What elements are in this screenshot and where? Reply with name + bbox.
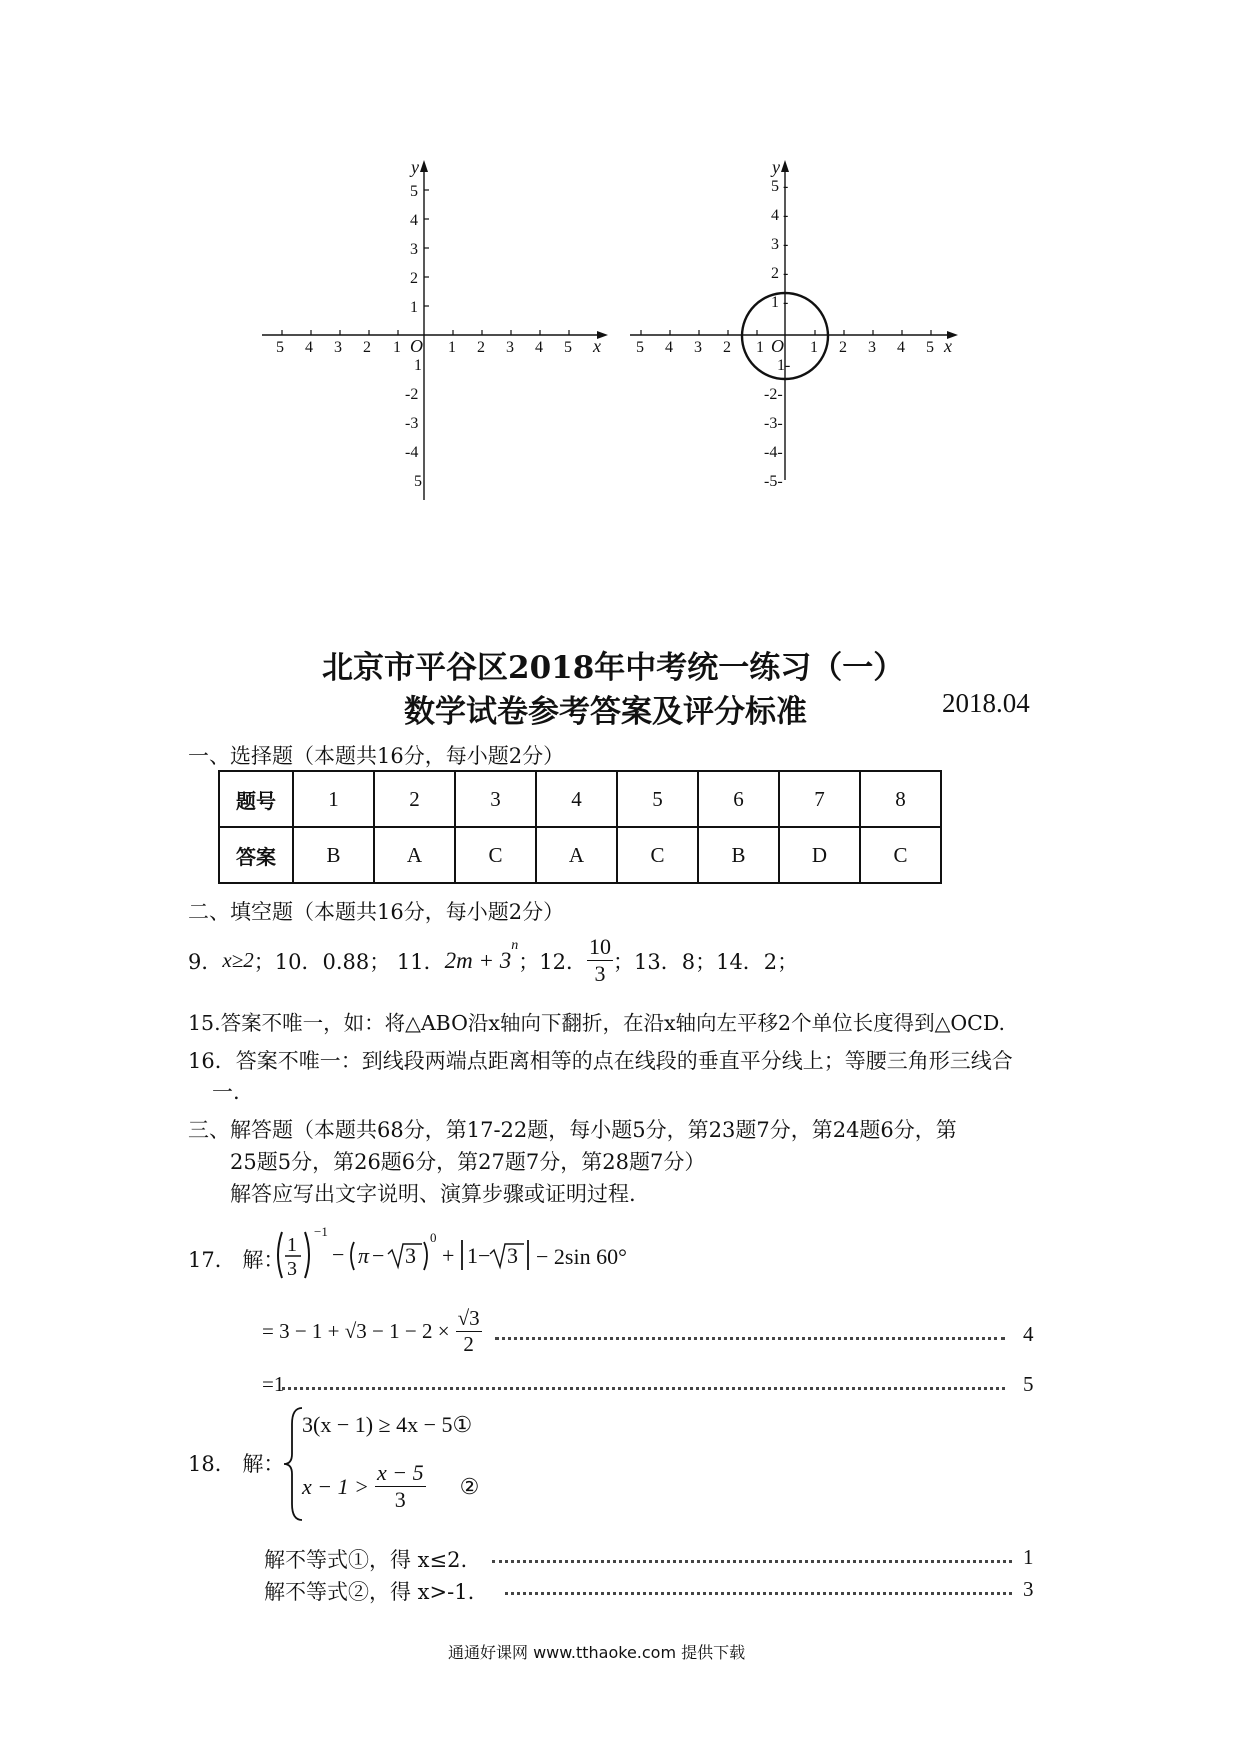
answer-cell: C [860,827,941,883]
section3-instructions: 解答应写出文字说明、演算步骤或证明过程. [230,1182,636,1206]
left-y-tick-label: 1 [410,299,418,316]
q18-inequality-1: 3(x − 1) ≥ 4x − 5① [302,1412,473,1437]
question-number: 1 [293,771,374,827]
q18-solution-1-dots [492,1560,1012,1563]
q12-numerator: 10 [587,934,613,961]
q9-answer: x≥2 [222,948,254,973]
question-number: 3 [455,771,536,827]
right-x-tick-label: 4 [897,339,905,356]
left-x-tick-label: 1 [448,339,456,356]
q11-exponent: n [511,938,519,953]
left-x-tick-label: 5 [276,339,284,356]
left-y-tick-label: 4 [410,212,418,229]
q17-step2-dots [282,1387,1005,1390]
q18-inequality-2 [302,1460,479,1514]
q9-prefix: 9． [188,949,223,974]
svg-text:3: 3 [405,1243,416,1268]
answer-cell: A [536,827,617,883]
question-number: 4 [536,771,617,827]
svg-text:1: 1 [287,1234,297,1256]
left-y-arrow [420,160,428,172]
left-y-tick-label: 2 [410,270,418,287]
q17-step1-dots [495,1337,1005,1340]
answer-table [218,770,942,884]
right-x-tick-label: 1 [756,339,764,356]
svg-text:−: − [372,1243,385,1268]
right-y-tick-label: 1 - [771,294,789,311]
answer-cell: D [779,827,860,883]
q17-step1-text: = 3 − 1 + √3 − 1 − 2 × [262,1319,450,1344]
left-y-tick-label: -4 [405,444,419,461]
q18-label: 18． 解： [188,1452,285,1476]
left-x-tick-label: 4 [305,339,313,356]
left-x-tick-label: 4 [535,339,543,356]
q18-solution-1-score: 1 [1023,1545,1034,1569]
q16-answer-line1: 16．答案不唯一：到线段两端点距离相等的点在线段的垂直平分线上；等腰三角形三线合 [188,1049,1013,1073]
question-number: 6 [698,771,779,827]
left-y-label: y [411,157,419,177]
right-y-tick-label: -2- [764,386,783,403]
right-y-tick-label: -4- [764,444,783,461]
left-y-tick-label: -3 [405,415,419,432]
svg-text:3: 3 [287,1258,297,1280]
svg-text:π: π [358,1243,370,1268]
left-x-tick-label: 2 [477,339,485,356]
left-y-tick-label: -2 [405,386,419,403]
q15-answer: 15.答案不唯一，如：将△ABO沿x轴向下翻折，在沿x轴向左平移2个单位长度得到△OCD. [188,1011,1006,1035]
q12-fraction [587,934,613,988]
right-x-label: x [944,336,952,356]
svg-text:3: 3 [507,1243,518,1268]
title-line-1: 北京市平谷区2018年中考统一练习（一） [322,650,905,686]
right-y-tick-label: 1- [777,357,791,374]
footer-source: 通通好课网 www.tthaoke.com 提供下载 [448,1643,746,1662]
section1-heading: 一、选择题（本题共16分，每小题2分） [188,744,565,768]
q17-step1-score: 4 [1023,1322,1034,1346]
section3-heading-line1: 三、解答题（本题共68分，第17-22题，每小题5分，第23题7分，第24题6分，第 [188,1118,957,1142]
row-label-answer: 答案 [219,827,293,883]
answer-cell: C [617,827,698,883]
right-y-tick-label: 3 - [771,236,789,253]
q12-prefix: ；12． [518,949,587,974]
left-y-tick-label: 3 [410,241,418,258]
left-x-tick-label: 5 [564,339,572,356]
q13-14-answers: ；13．8；14．2； [613,949,799,974]
answer-cell: B [698,827,779,883]
question-number: 2 [374,771,455,827]
q18-inequality-2-lhs: x − 1 > [302,1473,369,1499]
left-origin-label: O [410,336,423,356]
question-number: 8 [860,771,941,827]
right-x-tick-label: 3 [868,339,876,356]
svg-text:1−: 1− [467,1243,491,1268]
right-x-tick-label: 2 [723,339,731,356]
answer-cell: C [455,827,536,883]
left-x-tick-label: 3 [334,339,342,356]
right-y-arrow [781,160,789,172]
q18-solution-2-score: 3 [1023,1577,1034,1601]
svg-text:0: 0 [430,1230,437,1245]
q17-label: 17． 解： [188,1248,285,1272]
left-y-tick-label: 5 [410,183,418,200]
q16-answer-line2: 一. [212,1080,240,1104]
q12-denominator: 3 [594,961,606,987]
section3-heading-line2: 25题5分，第26题6分，第27题7分，第28题7分） [230,1150,706,1174]
q18-fraction-numerator: x − 5 [375,1460,426,1487]
coordinate-graphs [0,0,1240,540]
q18-solution-2: 解不等式②，得 x>-1. [264,1580,475,1604]
svg-text:+: + [442,1243,455,1268]
answer-cell: B [293,827,374,883]
sqrt3-over-2-fraction: $\frac{√3}{2}$ [457,1306,480,1357]
fill-in-answers-9-14 [188,934,798,988]
row-label-question: 题号 [219,771,293,827]
question-number: 5 [617,771,698,827]
q11-answer: 2m + 3 [444,947,512,973]
left-coordinate-plane [262,157,608,500]
left-x-tick-label: 2 [363,339,371,356]
q18-fraction [375,1460,426,1514]
svg-text:−1: −1 [314,1224,328,1239]
left-x-tick-label: 1 [393,339,401,356]
answer-cell: A [374,827,455,883]
q18-fraction-denominator: 3 [394,1487,406,1513]
right-x-tick-label: 4 [665,339,673,356]
question-number: 7 [779,771,860,827]
q10-answer: ；10．0.88； 11． [253,949,445,974]
right-x-tick-label: 5 [636,339,644,356]
q18-solution-1: 解不等式①，得 x≤2. [264,1548,468,1572]
q18-mark-2: ② [459,1473,480,1499]
right-y-tick-label: 5 - [771,178,789,195]
right-y-tick-label: -5- [764,473,783,490]
left-y-tick-label: 1 [414,357,422,374]
left-x-tick-label: 3 [506,339,514,356]
right-y-label: y [772,157,780,177]
right-x-tick-label: 1 [810,339,818,356]
table-row [219,827,941,883]
right-x-tick-label: 3 [694,339,702,356]
q17-step1 [262,1306,482,1357]
right-x-tick-label: 2 [839,339,847,356]
svg-text:−: − [332,1242,345,1267]
right-y-tick-label: 2 - [771,265,789,282]
left-y-tick-label: 5 [414,473,422,490]
right-origin-label: O [771,336,784,356]
table-row [219,771,941,827]
right-y-tick-label: 4 - [771,207,789,224]
left-x-label: x [593,336,601,356]
q17-expression-tail: − 2sin 60° [536,1244,627,1269]
title-line-2: 数学试卷参考答案及评分标准 [404,694,807,730]
document-date: 2018.04 [942,688,1030,718]
right-y-tick-label: -3- [764,415,783,432]
right-coordinate-plane [630,157,958,490]
q17-step2-score: 5 [1023,1372,1034,1396]
q17-step2: =1 [262,1372,285,1396]
section2-heading: 二、填空题（本题共16分，每小题2分） [188,900,565,924]
q18-solution-2-dots [505,1592,1012,1595]
right-x-tick-label: 5 [926,339,934,356]
